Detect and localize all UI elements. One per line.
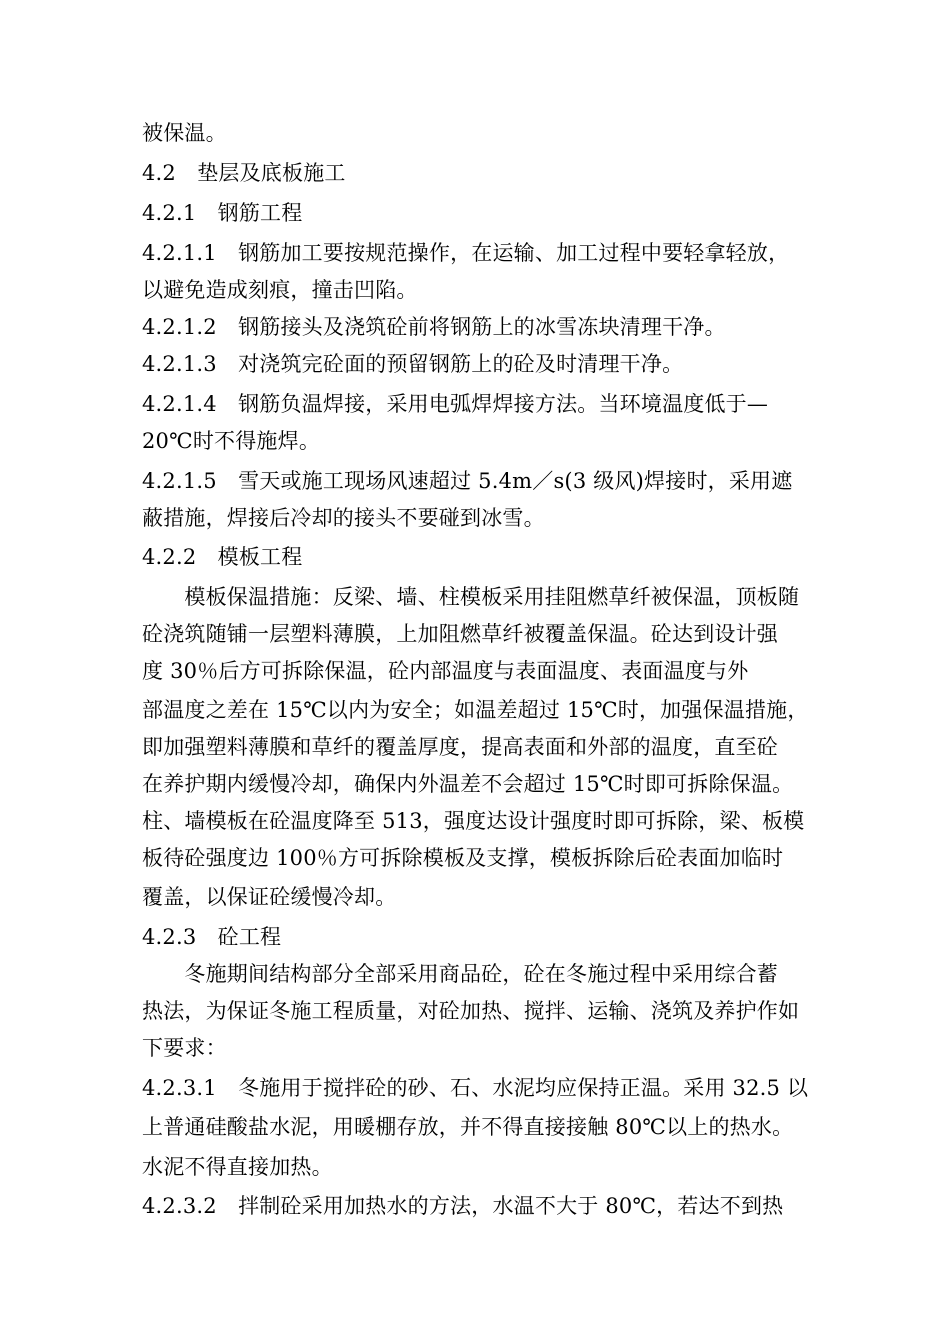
text-line: 4.2.1.2 钢筋接头及浇筑砼前将钢筋上的冰雪冻块清理干净。 xyxy=(142,315,726,339)
text-line: 4.2.1.3 对浇筑完砼面的预留钢筋上的砼及时清理干净。 xyxy=(142,352,684,376)
text-line: 部温度之差在 15℃以内为安全；如温差超过 15℃时，加强保温措施， xyxy=(142,698,809,722)
text-line: 以避免造成刻痕，撞击凹陷。 xyxy=(142,278,418,302)
text-line: 砼浇筑随铺一层塑料薄膜，上加阻燃草纤被覆盖保温。砼达到设计强 xyxy=(142,622,778,646)
text-line: 板待砼强度边 100％方可拆除模板及支撑，模板拆除后砼表面加临时 xyxy=(142,846,784,870)
subsection-heading: 4.2.3 砼工程 xyxy=(142,925,282,949)
text-line: 上普通硅酸盐水泥，用暖棚存放，并不得直接接触 80℃以上的热水。 xyxy=(142,1115,794,1139)
subsection-heading: 4.2.1 钢筋工程 xyxy=(142,201,303,225)
text-line: 4.2.1.1 钢筋加工要按规范操作，在运输、加工过程中要轻拿轻放， xyxy=(142,241,790,265)
text-line: 冬施期间结构部分全部采用商品砼，砼在冬施过程中采用综合蓄 xyxy=(142,962,778,986)
text-line: 下要求： xyxy=(142,1036,227,1060)
text-line: 度 30％后方可拆除保温，砼内部温度与表面温度、表面温度与外 xyxy=(142,659,749,683)
subsection-heading: 4.2.2 模板工程 xyxy=(142,545,303,569)
text-line: 4.2.3.2 拌制砼采用加热水的方法，水温不大于 80℃，若达不到热 xyxy=(142,1194,784,1218)
text-line: 4.2.3.1 冬施用于搅拌砼的砂、石、水泥均应保持正温。采用 32.5 以 xyxy=(142,1076,809,1100)
text-line: 水泥不得直接加热。 xyxy=(142,1155,333,1179)
text-line: 4.2.1.4 钢筋负温焊接，采用电弧焊焊接方法。当环境温度低于— xyxy=(142,392,769,416)
text-line: 柱、墙模板在砼温度降至 513，强度达设计强度时即可拆除，梁、板模 xyxy=(142,809,805,833)
text-line: 被保温。 xyxy=(142,121,227,145)
text-line: 蔽措施，焊接后冷却的接头不要碰到冰雪。 xyxy=(142,506,545,530)
text-line: 覆盖，以保证砼缓慢冷却。 xyxy=(142,885,397,909)
text-line: 4.2.1.5 雪天或施工现场风速超过 5.4m／s(3 级风)焊接时，采用遮 xyxy=(142,469,793,493)
text-line: 在养护期内缓慢冷却，确保内外温差不会超过 15℃时即可拆除保温。 xyxy=(142,772,794,796)
text-line: 即加强塑料薄膜和草纤的覆盖厚度，提高表面和外部的温度，直至砼 xyxy=(142,735,778,759)
text-line: 模板保温措施：反梁、墙、柱模板采用挂阻燃草纤被保温，顶板随 xyxy=(142,585,800,609)
text-line: 20℃时不得施焊。 xyxy=(142,429,321,453)
text-line: 热法，为保证冬施工程质量，对砼加热、搅拌、运输、浇筑及养护作如 xyxy=(142,999,800,1023)
section-heading: 4.2 垫层及底板施工 xyxy=(142,161,346,185)
